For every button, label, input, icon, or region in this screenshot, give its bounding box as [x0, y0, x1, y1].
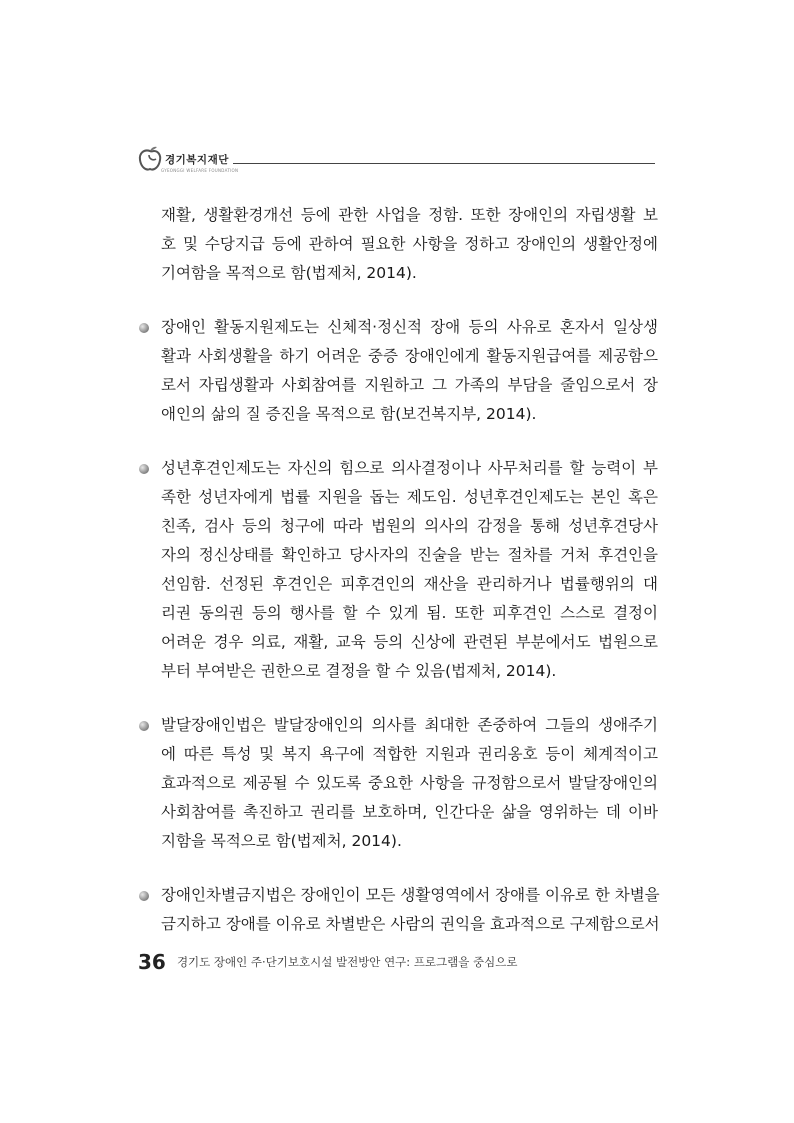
text-line: 효과적으로 제공될 수 있도록 중요한 사항을 규정함으로서 발달장애인의	[161, 774, 658, 792]
text-line: 애인의 삶의 질 증진을 목적으로 함(보건복지부, 2014).	[161, 405, 537, 423]
running-header	[137, 145, 657, 181]
text-line: 로서 자립생활과 사회참여를 지원하고 그 가족의 부담을 줄임으로서 장	[161, 376, 658, 394]
running-footer	[138, 950, 517, 978]
text-line: 족한 성년자에게 법률 지원을 돕는 제도임. 성년후견인제도는 본인 혹은	[161, 488, 658, 506]
bullet-icon	[138, 463, 150, 475]
bullet-icon	[138, 890, 150, 902]
bullet-paragraph-adult-guardianship	[138, 454, 658, 686]
text-line: 활과 사회생활을 하기 어려운 중증 장애인에게 활동지원급여를 제공함으	[161, 347, 658, 365]
text-line: 장애인차별금지법은 장애인이 모든 생활영역에서 장애를 이유로 한 차별을	[161, 886, 660, 904]
text-line: 장애인 활동지원제도는 신체적·정신적 장애 등의 사유로 혼자서 일상생	[161, 318, 658, 336]
page-number: 36	[138, 950, 166, 974]
book-title: 경기도 장애인 주·단기보호시설 발전방안 연구: 프로그램을 중심으로	[176, 955, 518, 969]
text-line: 성년후견인제도는 자신의 힘으로 의사결정이나 사무처리를 할 능력이 부	[161, 459, 658, 477]
text-line: 리권 동의권 등의 행사를 할 수 있게 됨. 또한 피후견인 스스로 결정이	[161, 604, 658, 622]
bullet-icon	[138, 322, 150, 334]
bullet-paragraph-activity-support	[138, 313, 658, 429]
text-line: 에 따른 특성 및 복지 욕구에 적합한 지원과 권리옹호 등이 체계적이고	[161, 745, 658, 763]
text-line: 어려운 경우 의료, 재활, 교육 등의 신상에 관련된 부분에서도 법원으로	[161, 633, 658, 651]
paragraph-continued	[138, 201, 658, 288]
text-line: 발달장애인법은 발달장애인의 의사를 최대한 존중하여 그들의 생애주기	[161, 716, 658, 734]
logo-name: 경기복지재단	[165, 154, 229, 166]
logo-subtitle: GYEONGGI WELFARE FOUNDATION	[161, 168, 239, 173]
document-body	[138, 201, 658, 939]
text-line: 호 및 수당지급 등에 관하여 필요한 사항을 정하고 장애인의 생활안정에	[161, 235, 658, 253]
text-line: 지함을 목적으로 함(법제처, 2014).	[161, 832, 402, 850]
text-line: 금지하고 장애를 이유로 차별받은 사람의 권익을 효과적으로 구제함으로서	[161, 915, 660, 933]
bullet-icon	[138, 720, 150, 732]
apple-leaf-logo-icon	[137, 145, 163, 173]
text-line: 기여함을 목적으로 함(법제처, 2014).	[161, 264, 417, 282]
text-line: 사회참여를 촉진하고 권리를 보호하며, 인간다운 삶을 영위하는 데 이바	[161, 803, 658, 821]
text-line: 부터 부여받은 권한으로 결정을 할 수 있음(법제처, 2014).	[161, 662, 557, 680]
bullet-paragraph-anti-discrimination-act	[138, 881, 658, 939]
text-line: 친족, 검사 등의 청구에 따라 법원의 의사의 감정을 통해 성년후견당사	[161, 517, 658, 535]
text-line: 자의 정신상태를 확인하고 당사자의 진술을 받는 절차를 거처 후견인을	[161, 546, 658, 564]
bullet-paragraph-developmental-disability-act	[138, 711, 658, 856]
header-rule	[233, 163, 655, 164]
text-line: 선임함. 선정된 후견인은 피후견인의 재산을 관리하거나 법률행위의 대	[161, 575, 658, 593]
text-line: 재활, 생활환경개선 등에 관한 사업을 정함. 또한 장애인의 자립생활 보	[161, 206, 658, 224]
